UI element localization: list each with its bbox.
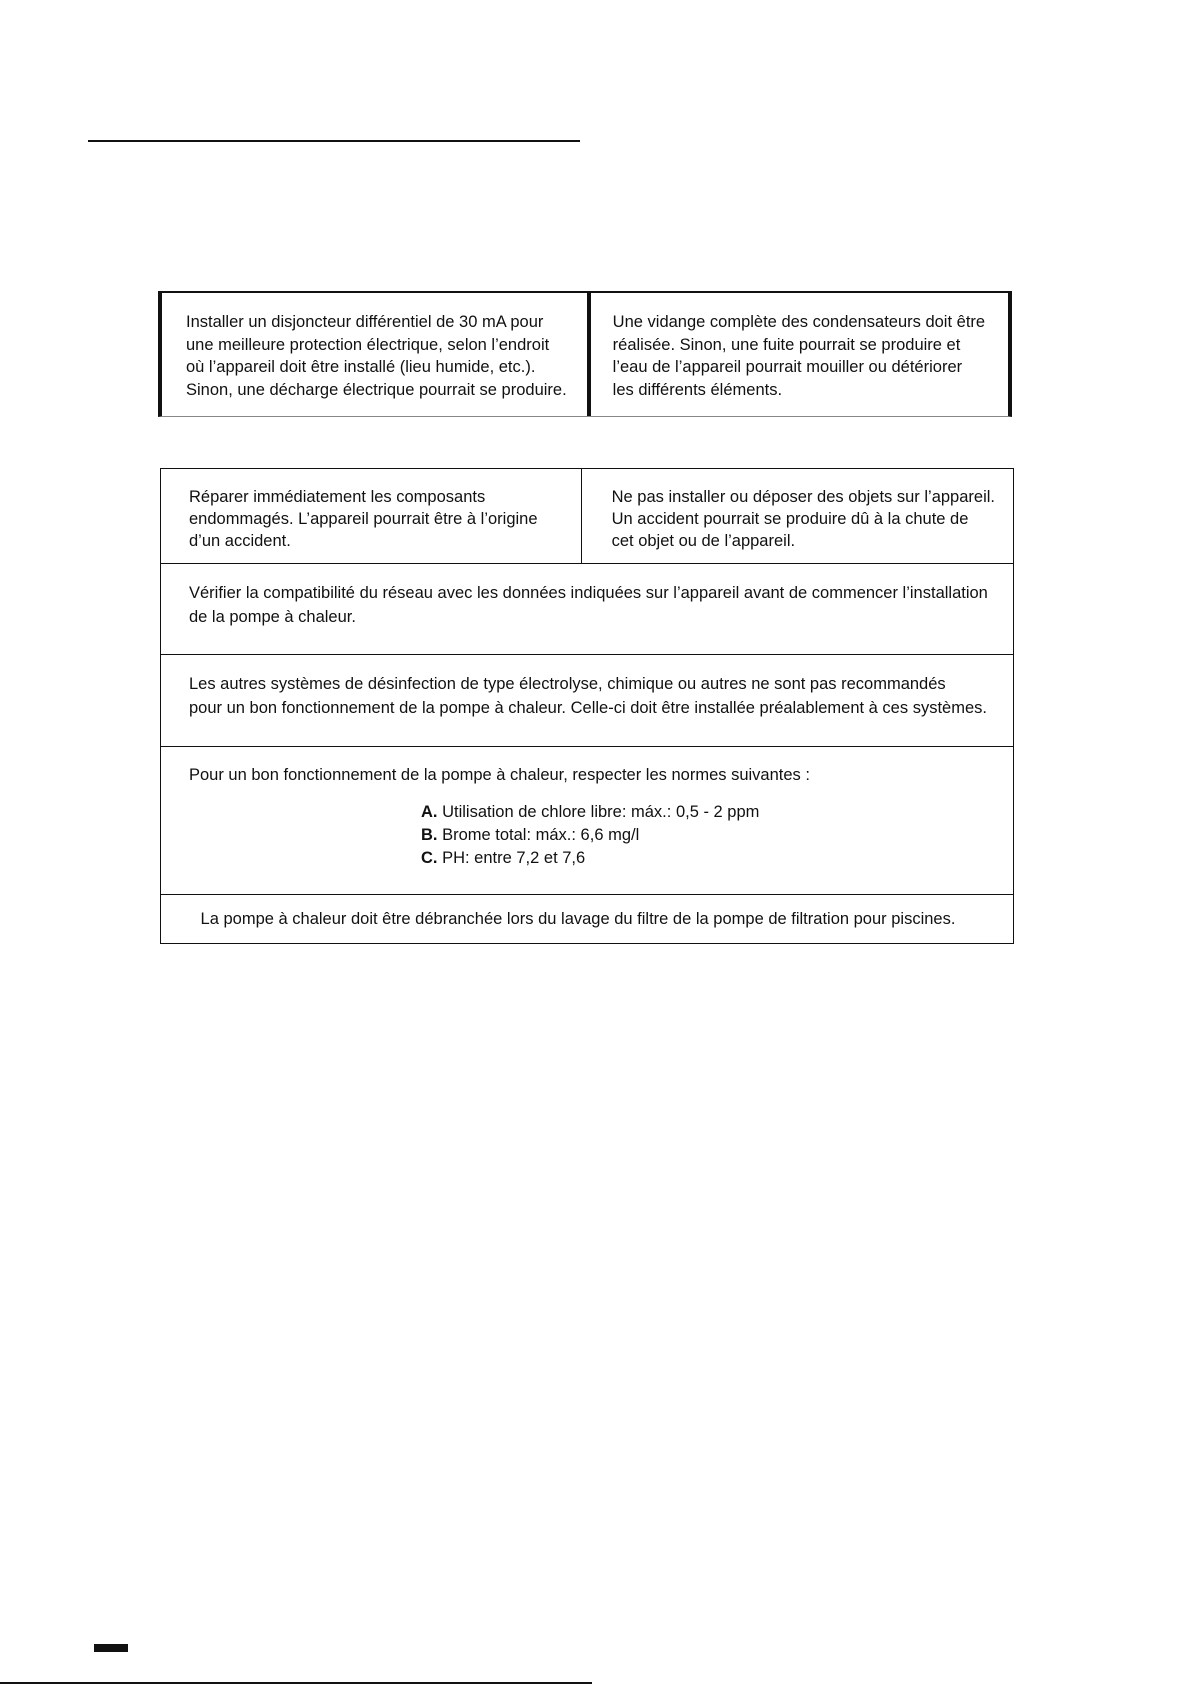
network-warning-line: de la pompe à chaleur. (189, 608, 356, 626)
drain-warning-line: l’eau de l’appareil pourrait mouiller ou détériorer (612, 358, 963, 376)
norm-letter: A. (421, 803, 438, 821)
objects-warning-line: Un accident pourrait se produire dû à la chute de (611, 510, 969, 528)
footer-rule (0, 1682, 592, 1684)
norms-list (421, 801, 995, 870)
disinfection-warning-line: Les autres systèmes de désinfection de type électrolyse, chimique ou autres ne sont pas recommandés (189, 675, 946, 693)
drain-warning-line: réalisée. Sinon, une fuite pourrait se produire et (612, 335, 961, 354)
norm-text: Utilisation de chlore libre: máx.: 0,5 - 2 ppm (442, 803, 760, 821)
drain-warning-line: les différents éléments. (612, 380, 783, 399)
breaker-warning (162, 293, 587, 416)
disinfection-warning-line: pour un bon fonctionnement de la pompe à chaleur. Celle-ci doit être installée préalablement à ces systèmes. (189, 699, 987, 717)
drain-warning-line: Une vidange complète des condensateurs doit être (612, 313, 986, 331)
safety-box-bottom (160, 468, 1014, 944)
breaker-warning-line: une meilleure protection électrique, selon l’endroit (186, 335, 550, 354)
repair-warning-line: endommagés. L’appareil pourrait être à l’origine (189, 510, 538, 528)
disinfection-warning (161, 654, 1013, 746)
network-warning-line: Vérifier la compatibilité du réseau avec les données indiquées sur l’appareil avant de commencer l’installation (189, 584, 988, 602)
repair-objects-row (161, 469, 1013, 563)
header-rule (88, 140, 580, 142)
norms-section (161, 746, 1013, 894)
norms-intro: Pour un bon fonctionnement de la pompe à chaleur, respecter les normes suivantes : (189, 766, 810, 784)
norm-text: PH: entre 7,2 et 7,6 (442, 849, 586, 867)
norm-item (421, 801, 995, 824)
norm-item (421, 847, 995, 870)
safety-box-top (158, 291, 1012, 417)
norm-text: Brome total: máx.: 6,6 mg/l (442, 826, 640, 844)
unplug-note-text: La pompe à chaleur doit être débranchée lors du lavage du filtre de la pompe de filtration pour piscines. (200, 910, 956, 928)
drain-warning (587, 293, 1008, 416)
repair-warning-line: d’un accident. (189, 532, 291, 550)
objects-warning (581, 469, 1013, 563)
norm-letter: C. (421, 849, 438, 867)
repair-warning (161, 469, 581, 563)
repair-warning-line: Réparer immédiatement les composants (189, 488, 486, 506)
network-warning (161, 563, 1013, 654)
objects-warning-line: Ne pas installer ou déposer des objets sur l’appareil. (611, 488, 995, 506)
unplug-note (161, 894, 1013, 943)
breaker-warning-line: Sinon, une décharge électrique pourrait se produire. (186, 380, 567, 399)
norm-letter: B. (421, 826, 438, 844)
objects-warning-line: cet objet ou de l’appareil. (611, 532, 796, 550)
breaker-warning-line: où l’appareil doit être installé (lieu humide, etc.). (186, 358, 536, 376)
breaker-warning-line: Installer un disjoncteur différentiel de 30 mA pour (186, 313, 544, 331)
page-number-marker (94, 1644, 128, 1652)
norm-item (421, 824, 995, 847)
